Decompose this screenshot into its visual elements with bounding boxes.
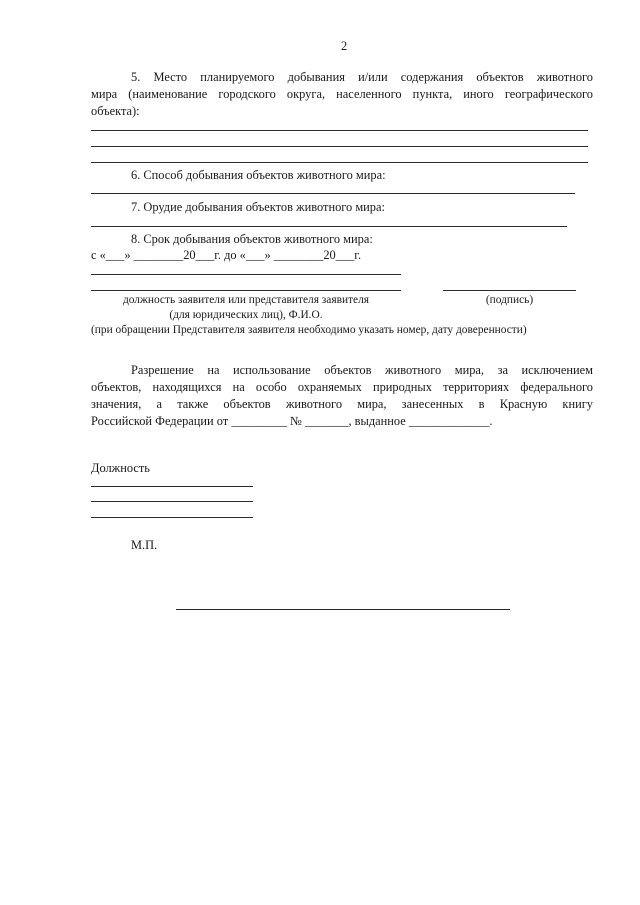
permit-line4: Российской Федерации от _________ № _______, выданное _____________. (91, 414, 493, 428)
item5-line2: мира (наименование городского округа, населенного пункта, иного географического (91, 87, 593, 101)
position-line-2 (91, 501, 253, 502)
stamp-label: М.П. (131, 538, 158, 552)
position-caption: должность заявителя или представителя заявителя (122, 294, 370, 306)
item7-label: 7. Орудие добывания объектов животного мира: (131, 200, 385, 214)
permit-line2: объектов, находящихся на особо охраняемых природных территориях федерального (91, 380, 593, 394)
item5-blank-line-3 (91, 162, 588, 163)
end-of-document-line (176, 609, 510, 610)
item5-line1: 5. Место планируемого добывания и/или содержания объектов животного (131, 70, 593, 84)
proxy-note: (при обращении Представителя заявителя необходимо указать номер, дату доверенности) (91, 324, 527, 336)
item5-line3: объекта): (91, 104, 140, 118)
item5-blank-line-2 (91, 146, 588, 147)
position-signature-line (91, 290, 401, 291)
position-label: Должность (91, 461, 150, 475)
name-caption: (для юридических лиц), Ф.И.О. (169, 309, 323, 321)
position-line-3 (91, 517, 253, 518)
item8-blank-line (91, 274, 401, 275)
sign-caption: (подпись) (485, 294, 534, 306)
permit-line1: Разрешение на использование объектов животного мира, за исключением (131, 363, 593, 377)
item8-label: 8. Срок добывания объектов животного мира: (131, 232, 373, 246)
page-number: 2 (341, 39, 348, 53)
item6-blank-line (91, 193, 575, 194)
item6-label: 6. Способ добывания объектов животного мира: (131, 168, 386, 182)
permit-line3: значения, а также объектов животного мира, занесенных в Красную книгу (91, 397, 593, 411)
item5-blank-line-1 (91, 130, 588, 131)
item8-dates: с «___» ________20___г. до «___» ________20___г. (91, 248, 362, 262)
sign-line (443, 290, 576, 291)
item7-blank-line (91, 226, 567, 227)
position-line-1 (91, 486, 253, 487)
